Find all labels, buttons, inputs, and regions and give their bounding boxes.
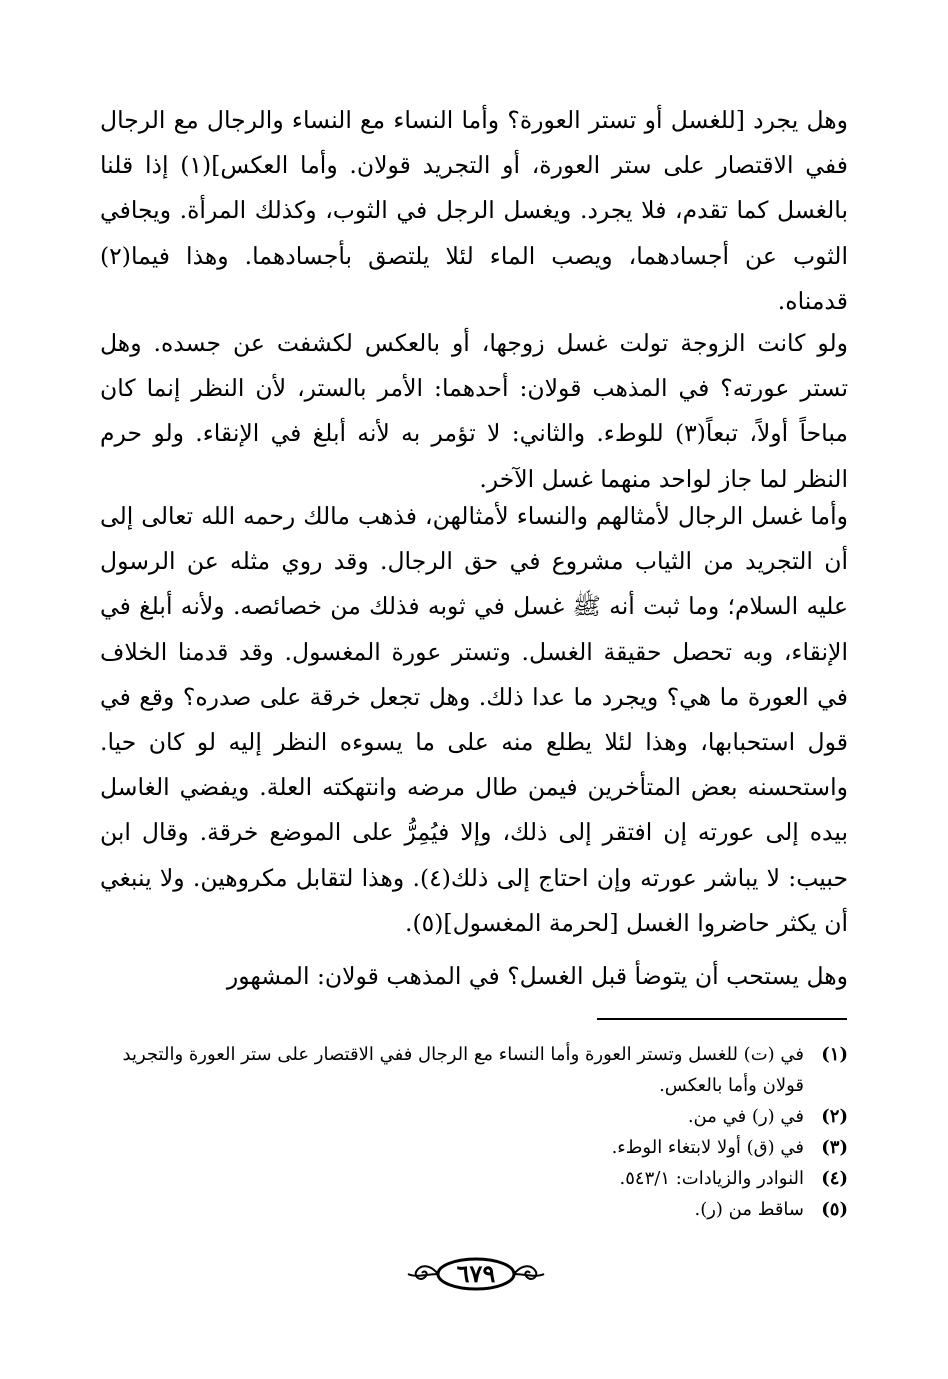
paragraph-3 <box>100 494 848 946</box>
paragraph-2 <box>100 321 848 502</box>
footnote-text: ساقط من (ر). <box>694 1199 804 1220</box>
footnotes <box>100 1039 848 1225</box>
footnote-item <box>100 1101 848 1132</box>
footnote-item <box>100 1039 848 1101</box>
footnote-number: (٥) <box>821 1199 848 1220</box>
footnote-item <box>100 1194 848 1225</box>
footnote-number: (٢) <box>821 1106 848 1127</box>
page-number-ornament <box>404 1256 548 1292</box>
footnote-text: في (ق) أولا لابتغاء الوطء. <box>611 1137 804 1158</box>
footnote-number: (٤) <box>821 1168 848 1189</box>
paragraph-text: وهل يستحب أن يتوضأ قبل الغسل؟ في المذهب قولان: المشهور <box>226 962 848 990</box>
footnote-number: (٣) <box>821 1137 848 1158</box>
footnote-item <box>100 1132 848 1163</box>
footnote-number: (١) <box>821 1044 848 1065</box>
paragraph-text: ولو كانت الزوجة تولت غسل زوجها، أو بالعكس لكشفت عن جسده. وهل تستر عورته؟ في المذهب قولان: أحدهما: الأمر بالستر، لأن النظر إنما كان مباحاً أولاً، تبعاً(٣) للوطء. والثاني: لا تؤمر به لأنه أبلغ في الإنقاء. ولو حرم النظر لما جاز لواحد منهما غسل الآخر. <box>100 329 848 493</box>
paragraph-text: وأما غسل الرجال لأمثالهم والنساء لأمثالهن، فذهب مالك رحمه الله تعالى إلى أن التجريد من الثياب مشروع في حق الرجال. وقد روي مثله عن الرسول عليه السلام؛ وما ثبت أنه ﷺ غسل في ثوبه فذلك من خصائصه. ولأنه أبلغ في الإنقاء، وبه تحصل حقيقة الغسل. وتستر عورة المغسول. وقد قدمنا الخلاف في العورة ما هي؟ ويجرد ما عدا ذلك. وهل تجعل خرقة على صدره؟ وقع في قول استحبابها، وهذا لئلا يطلع منه على ما يسوءه النظر إليه لو كان حيا. واستحسنه بعض المتأخرين فيمن طال مرضه وانتهكته العلة. ويفضي الغاسل بيده إلى عورته إن افتقر إلى ذلك، وإلا فيُمِرُّ على الموضع خرقة. وقال ابن حبيب: لا يباشر عورته وإن احتاج إلى ذلك(٤). وهذا لتقابل مكروهين. ولا ينبغي أن يكثر حاضروا الغسل [لحرمة المغسول](٥). <box>100 502 848 937</box>
footnote-text: في (ر) في من. <box>687 1106 804 1127</box>
footnote-item <box>100 1163 848 1194</box>
paragraph-1 <box>100 98 848 324</box>
page-number: ٦٧٩ <box>456 1259 496 1288</box>
footnote-text: في (ت) للغسل وتستر العورة وأما النساء مع الرجال ففي الاقتصار على ستر العورة والتجريد قولان وأما بالعكس. <box>122 1044 804 1096</box>
footnote-text: النوادر والزيادات: ٥٤٣/١. <box>619 1168 804 1189</box>
paragraph-text: وهل يجرد [للغسل أو تستر العورة؟ وأما النساء مع النساء والرجال مع الرجال ففي الاقتصار على ستر العورة، أو التجريد قولان. وأما العكس](١) إذا قلنا بالغسل كما تقدم، فلا يجرد. ويغسل الرجل في الثوب، وكذلك المرأة. ويجافي الثوب عن أجسادهما، ويصب الماء لئلا يلتصق بأجسادهما. وهذا فيما(٢) قدمناه. <box>100 106 848 315</box>
paragraph-4 <box>100 954 848 999</box>
footnote-separator <box>597 1018 847 1020</box>
